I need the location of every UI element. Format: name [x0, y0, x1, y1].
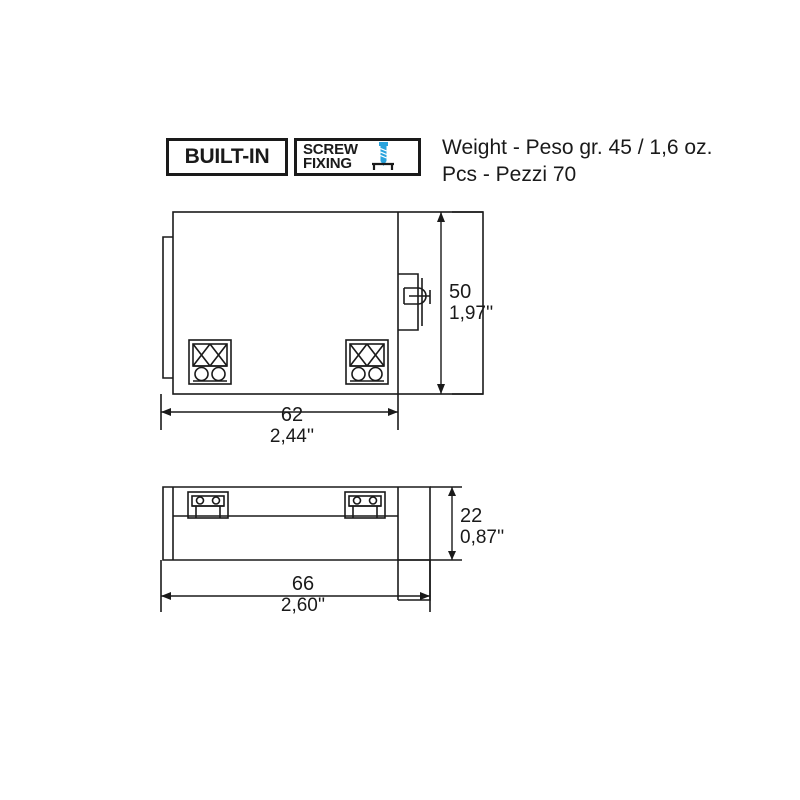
top-view-group	[163, 212, 483, 394]
dimension-line-height-22	[430, 487, 462, 560]
dimension-label-height-22	[460, 505, 504, 549]
dimension-height-50-mm: 50	[449, 281, 472, 303]
terminal-block-2	[346, 340, 388, 384]
dimension-width-66-mm: 66	[291, 573, 315, 595]
side-terminal-block-1	[188, 492, 228, 518]
badge-screw-line1: SCREW	[303, 141, 358, 158]
dimension-width-62-mm: 62	[280, 404, 304, 426]
badge-screw-line2: FIXING	[303, 155, 352, 172]
dimension-height-22-inch: 0,87''	[460, 527, 505, 548]
badge-built-in-label: BUILT-IN	[184, 145, 270, 168]
dimension-height-22-mm: 22	[460, 505, 483, 527]
dimension-width-66-inch: 2,60''	[280, 595, 326, 616]
dimension-width-62-inch: 2,44''	[269, 426, 315, 447]
spec-weight: Weight - Peso gr. 45 / 1,6 oz.	[442, 136, 713, 159]
dimension-label-height-50	[449, 281, 493, 325]
dimension-label-width-66	[243, 573, 363, 617]
spec-pieces: Pcs - Pezzi 70	[442, 163, 577, 186]
dimension-height-50-inch: 1,97''	[449, 303, 494, 324]
dimension-label-width-62	[232, 404, 352, 448]
terminal-block-1	[189, 340, 231, 384]
side-terminal-block-2	[345, 492, 385, 518]
